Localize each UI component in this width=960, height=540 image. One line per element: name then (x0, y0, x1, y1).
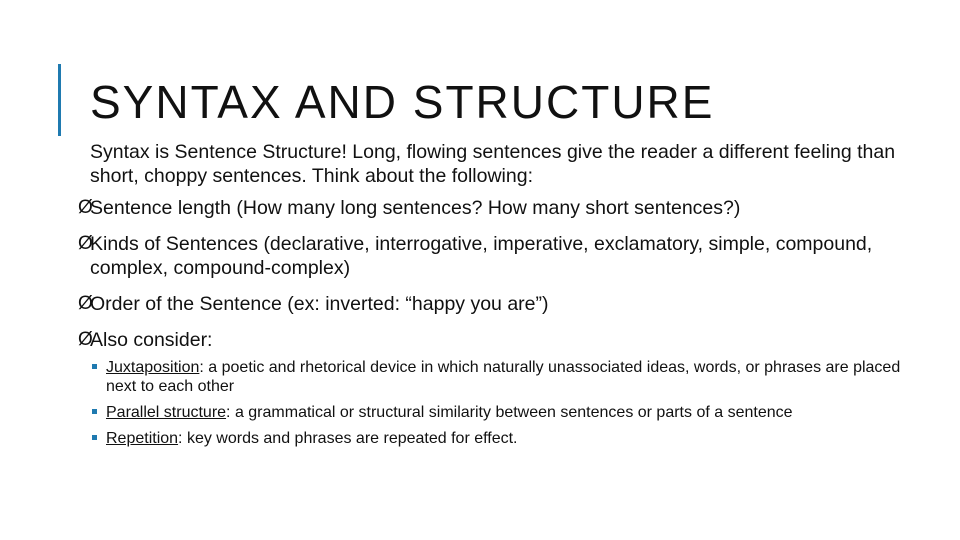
arrow-bullet-icon: Ø (78, 233, 93, 254)
list-item-repetition (106, 429, 910, 448)
bullet-text: Kinds of Sentences (declarative, interrogative, imperative, exclamatory, simple, compound, complex, compound-complex) (90, 233, 873, 279)
bullet-sentence-length (78, 196, 910, 220)
list-item-juxtaposition (106, 358, 910, 396)
bullet-order-of-sentence (78, 292, 910, 316)
slide-title: SYNTAX AND STRUCTURE (90, 76, 715, 128)
bullet-text: Order of the Sentence (ex: inverted: “happy you are”) (90, 293, 549, 315)
bullet-text: Also consider: (90, 329, 213, 351)
slide-body (78, 140, 910, 455)
square-bullet-icon (92, 435, 97, 440)
bullet-text: Sentence length (How many long sentences? How many short sentences?) (90, 197, 741, 219)
title-accent-bar (58, 64, 61, 136)
consider-list (90, 358, 910, 448)
bullet-also-consider (78, 328, 910, 352)
term-definition: : key words and phrases are repeated for effect. (178, 430, 518, 447)
term-label: Juxtaposition (106, 359, 200, 376)
term-label: Repetition (106, 430, 179, 447)
arrow-bullet-icon: Ø (78, 293, 93, 314)
term-label: Parallel structure (106, 404, 227, 421)
arrow-bullet-icon: Ø (78, 197, 93, 218)
square-bullet-icon (92, 409, 97, 414)
intro-text: Syntax is Sentence Structure! Long, flowing sentences give the reader a different feeling than short, choppy sentences. Think about the following: (90, 141, 896, 187)
bullet-kinds-of-sentences (78, 232, 910, 280)
square-bullet-icon (92, 364, 97, 369)
term-definition: : a grammatical or structural similarity between sentences or parts of a sentence (226, 404, 793, 421)
list-item-parallel-structure (106, 403, 910, 422)
arrow-bullet-icon: Ø (78, 329, 93, 350)
term-definition: : a poetic and rhetorical device in which naturally unassociated ideas, words, or phrases are placed next to each other (106, 359, 901, 395)
